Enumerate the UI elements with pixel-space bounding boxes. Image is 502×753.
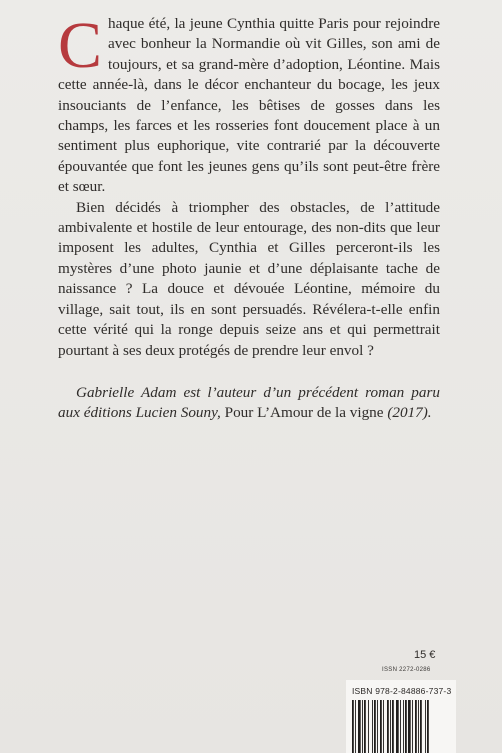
previous-book-title: Pour L’Amour de la vigne xyxy=(220,404,388,422)
author-note xyxy=(58,383,440,424)
barcode-box xyxy=(346,680,456,753)
barcode-icon xyxy=(352,700,452,753)
blurb-paragraph-2: Bien décidés à triompher des obstacles, de l’attitude ambivalente et hostile de leur entourage, des non-dits que leur imposent les adultes, Cynthia et Gilles perceront-ils les mystères d’une photo jaunie et d’une déplaisante tache de naissance ? La douce et dévouée Léontine, mémoire du village, sait tout, ils en sont persuadés. Révélera-t-elle enfin cette vérité qui la ronge depuis seize ans et qui permettrait pourtant à ses deux protégés de prendre leur envol ? xyxy=(58,198,440,359)
issn-number: ISSN 2272-0286 xyxy=(382,667,431,673)
price: 15 € xyxy=(414,649,436,661)
drop-cap: C xyxy=(58,9,103,82)
previous-book-year: (2017). xyxy=(387,404,432,422)
author-note-italic: Gabrielle Adam est l’auteur d’un précédent roman paru aux éditions Lucien Souny, xyxy=(58,383,440,422)
isbn-number: ISBN 978-2-84886-737-3 xyxy=(352,686,452,696)
blurb-text xyxy=(58,9,440,424)
blurb-paragraph-1-text: haque été, la jeune Cynthia quitte Paris pour rejoindre avec bonheur la Normandie où vit Gilles, son ami de toujours, et sa grand-mère d’adoption, Léontine. Mais cette année-là, dans le décor enchanteur du bocage, les jeux insouciants de l’enfance, les bêtises de gosses dans les champs, les farces et les rosseries font doucement place à un sentiment plus euphorique, vite contrarié par la découverte épouvantée que font les jeunes gens qu’ils sont peut-être frère et sœur. xyxy=(58,15,440,196)
blurb-paragraph-1 xyxy=(58,9,440,198)
